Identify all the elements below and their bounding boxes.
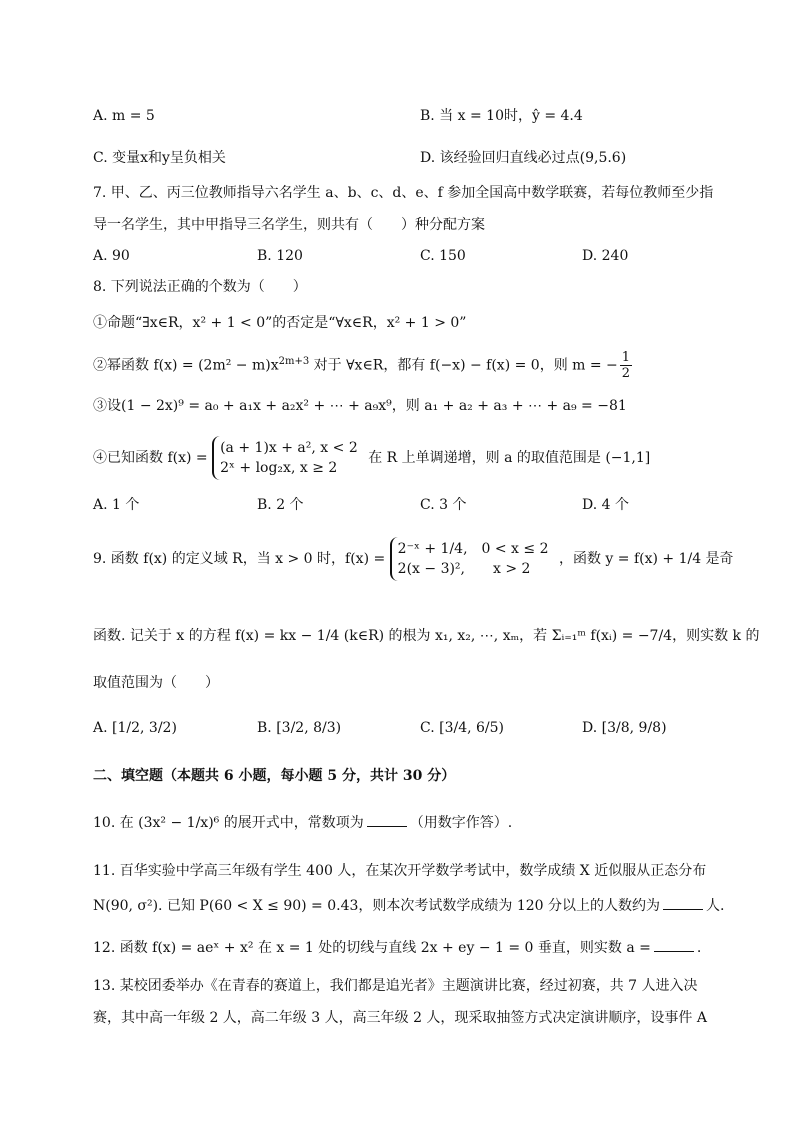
q7-option-d: D. 240	[582, 248, 629, 264]
q10	[93, 812, 512, 834]
q11-line-2-text-a: N(90, σ²). 已知 P(60 < X ≤ 90) = 0.43，则本次考试数学成绩为 120 分以上的人数约为	[93, 898, 661, 914]
q8-statement-1: ①命题“∃x∈R，x² + 1 < 0”的否定是“∀x∈R，x² + 1 > 0”	[93, 315, 467, 331]
q7-line-1: 7. 甲、乙、丙三位教师指导六名学生 a、b、c、d、e、f 参加全国高中数学联赛，若每位教师至少指	[93, 185, 714, 201]
q9-option-b-letter: B.	[257, 720, 272, 736]
q7-line-2: 导一名学生，其中甲指导三名学生，则共有（ ）种分配方案	[93, 217, 485, 233]
q10-text-a: 10. 在 (3x² − 1/x)⁶ 的展开式中，常数项为	[93, 815, 364, 831]
q8-statement-3: ③设(1 − 2x)⁹ = a₀ + a₁x + a₂x² + ⋯ + a₉x⁹，则 a₁ + a₂ + a₃ + ⋯ + a₉ = −81	[93, 398, 627, 414]
q8-s4-part-a: ④已知函数 f(x) =	[93, 450, 208, 466]
q12-text-a: 12. 函数 f(x) = aeˣ + x² 在 x = 1 处的切线与直线 2x + ey − 1 = 0 垂直，则实数 a =	[93, 940, 651, 956]
q9-option-a	[93, 717, 177, 739]
q12-answer-blank[interactable]	[654, 937, 694, 952]
q8-option-a: A. 1 个	[93, 497, 140, 513]
q11-line-2	[93, 895, 725, 917]
q13-line-2: 赛，其中高一年级 2 人，高二年级 3 人，高三年级 2 人，现采取抽签方式决定演讲顺序，设事件 A	[93, 1010, 707, 1026]
q9-line-1-part-b: ，函数 y = f(x) + 1/4 是奇	[558, 551, 734, 567]
q8-s4-case-2: 2ˣ + log₂x, x ≥ 2	[220, 460, 338, 476]
q9-line-3: 取值范围为（ ）	[93, 675, 219, 691]
q8-s2-numerator: 1	[621, 350, 631, 365]
q7-option-b: B. 120	[257, 248, 303, 264]
q9-line-1	[93, 537, 734, 581]
q8-s2-denominator: 2	[621, 366, 631, 381]
q10-text-b: （用数字作答）.	[409, 815, 513, 831]
q9-option-c-letter: C.	[420, 720, 435, 736]
q9-option-d	[582, 717, 667, 739]
q12	[93, 937, 701, 959]
q9-option-d-interval: [3/8, 9/8)	[601, 720, 667, 736]
section-2-heading: 二、填空题（本题共 6 小题，每小题 5 分，共计 30 分）	[93, 768, 456, 784]
q8-s4-piecewise	[212, 436, 364, 480]
q9-option-b	[257, 717, 341, 739]
q9-case-1: 2⁻ˣ + 1/4, 0 < x ≤ 2	[397, 541, 549, 557]
q11-line-2-text-b: 人.	[706, 898, 725, 914]
q8-option-b: B. 2 个	[257, 497, 304, 513]
q6-option-d: D. 该经验回归直线必过点(9,5.6)	[420, 150, 627, 166]
q8-statement-4	[93, 436, 650, 480]
q7-option-c: C. 150	[420, 248, 466, 264]
q11-line-1: 11. 百华实验中学高三年级有学生 400 人，在某次开学数学考试中，数学成绩 X 近似服从正态分布	[93, 863, 707, 879]
q10-answer-blank[interactable]	[367, 812, 407, 827]
q8-s2-exponent: 2m+3	[278, 355, 310, 367]
q12-text-b: .	[696, 940, 702, 956]
q8-option-d: D. 4 个	[582, 497, 629, 513]
q8-option-c: C. 3 个	[420, 497, 467, 513]
q9-option-c-interval: [3/4, 6/5)	[439, 720, 505, 736]
q8-statement-2	[93, 350, 634, 381]
q9-piecewise	[390, 537, 555, 581]
q9-case-2: 2(x − 3)², x > 2	[397, 561, 531, 577]
q8-s2-part-a: ②幂函数 f(x) = (2m² − m)x	[93, 357, 279, 374]
q9-option-b-interval: [3/2, 8/3)	[276, 720, 342, 736]
q6-option-b: B. 当 x = 10时，ŷ = 4.4	[420, 108, 583, 124]
q6-option-c: C. 变量x和y呈负相关	[93, 150, 226, 166]
q7-option-a: A. 90	[93, 248, 130, 264]
q9-option-c	[420, 717, 504, 739]
q11-answer-blank[interactable]	[663, 895, 703, 910]
q9-option-d-letter: D.	[582, 720, 598, 736]
q6-option-a: A. m = 5	[93, 108, 155, 124]
q13-line-1: 13. 某校团委举办《在青春的赛道上，我们都是追光者》主题演讲比赛，经过初赛，共 7 人进入决	[93, 978, 698, 994]
q8-stem: 8. 下列说法正确的个数为（ ）	[93, 279, 307, 295]
q8-s2-part-b: 对于 ∀x∈R，都有 f(−x) − f(x) = 0，则 m = −	[309, 357, 618, 374]
q9-option-a-letter: A.	[93, 720, 108, 736]
q9-line-1-part-a: 9. 函数 f(x) 的定义域 R，当 x > 0 时，f(x) =	[93, 551, 386, 567]
q8-s2-fraction	[620, 350, 632, 381]
q8-s4-case-1: (a + 1)x + a², x < 2	[220, 440, 358, 456]
q9-option-a-interval: [1/2, 3/2)	[112, 720, 177, 736]
q8-s4-part-b: 在 R 上单调递增，则 a 的取值范围是 (−1,1]	[368, 450, 651, 466]
q9-line-2: 函数. 记关于 x 的方程 f(x) = kx − 1/4 (k∈R) 的根为 x₁, x₂, ⋯, xₘ，若 Σᵢ₌₁ᵐ f(xᵢ) = −7/4，则实数 k 的	[93, 628, 760, 644]
